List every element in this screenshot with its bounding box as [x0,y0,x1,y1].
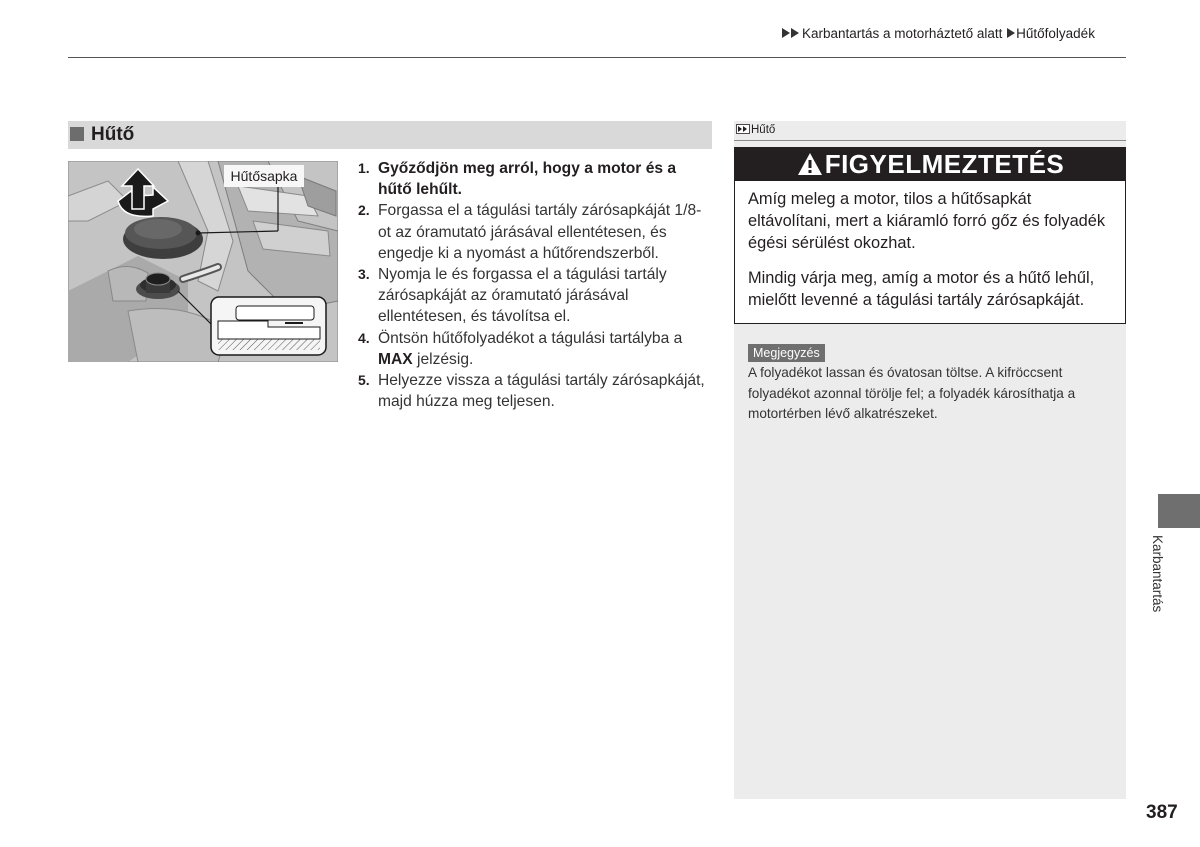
step-item [358,370,710,412]
section-square-icon [70,127,84,141]
sidebar-reference-header [734,121,1126,141]
step-text: Nyomja le és forgassa el a tágulási tartály zárósapkáját az óramutató járásával ellentétesen, és távolítsa el. [378,266,667,326]
breadcrumb-arrow-icon [782,28,790,38]
warning-title-text: FIGYELMEZTETÉS [824,149,1065,179]
step-emphasis: MAX [378,350,413,368]
section-title: Hűtő [91,124,135,145]
warning-title [735,147,1126,181]
step-number: 2. [358,202,370,219]
step-text: Győződjön meg arról, hogy a motor és a hűtő lehűlt. [378,160,677,199]
step-text: Öntsön hűtőfolyadékot a tágulási tartályba a [378,329,683,347]
breadcrumb-arrow-icon [1007,28,1015,38]
warning-paragraph: Mindig várja meg, amíg a motor és a hűtő lehűl, mielőtt levenné a tágulási tartály zárósapkáját. [748,269,1095,309]
step-number: 5. [358,372,370,389]
procedure-steps [358,158,710,412]
warning-triangle-icon [797,152,823,176]
engine-bay-drawing [68,161,338,362]
note-text: A folyadékot lassan és óvatosan töltse. A kifröccsent folyadékot azonnal törölje fel; a folyadék károsíthatja a motortérben lévő alkatrészeket. [748,365,1076,421]
header-divider [68,57,1126,58]
step-item [358,328,710,370]
step-item [358,200,710,264]
page-number: 387 [1146,802,1178,823]
step-number: 4. [358,329,370,346]
step-text: Forgassa el a tágulási tartály zárósapkáját 1/8- ot az óramutató járásával ellentétesen, és engedje ki a nyomást a hűtőrendszerből. [378,202,702,262]
step-number: 1. [358,160,370,176]
radiator-cap-illustration [68,161,338,362]
chapter-tab-label-wrap [1150,535,1176,635]
breadcrumb-item[interactable]: Hűtőfolyadék [1016,26,1095,41]
note-badge: Megjegyzés [748,344,825,362]
callout-label: Hűtősapka [230,168,298,184]
chapter-tab-label: Karbantartás [1150,535,1165,613]
breadcrumb-item[interactable]: Karbantartás a motorháztető alatt [802,26,1003,41]
warning-paragraph: Amíg meleg a motor, tilos a hűtősapkát eltávolítani, mert a kiáramló forró gőz és folyadék égési sérülést okozhat. [748,190,1106,252]
step-number: 3. [358,266,370,283]
section-heading-bar [68,121,712,149]
step-item [358,158,710,200]
step-text: jelzésig. [412,350,474,368]
breadcrumb [782,26,1095,41]
reference-arrow-icon [736,124,750,134]
chapter-tab[interactable] [1158,494,1200,528]
sidebar-reference-label[interactable]: Hűtő [751,124,776,136]
breadcrumb-arrow-icon [791,28,799,38]
step-item [358,264,710,328]
step-text: Helyezze vissza a tágulási tartály zárósapkáját, majd húzza meg teljesen. [378,372,705,411]
